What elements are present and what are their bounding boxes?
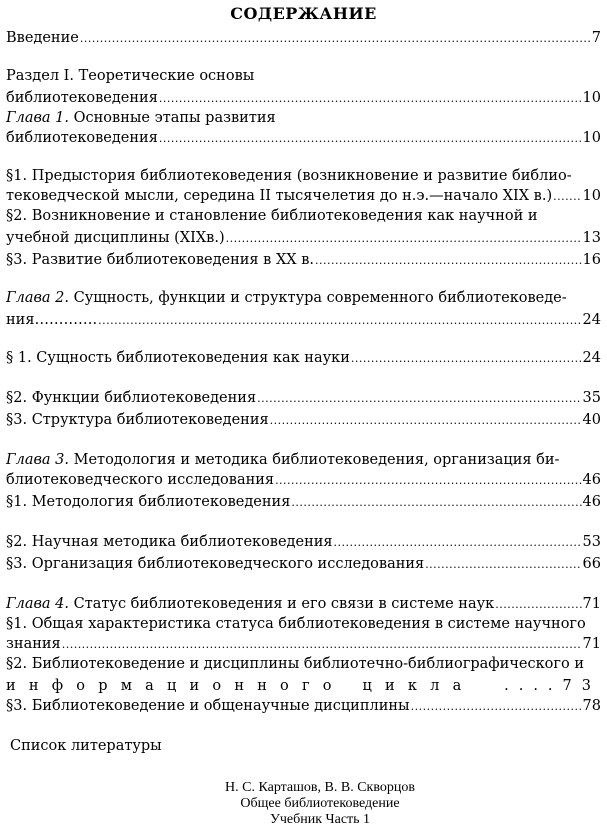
toc-entry bbox=[6, 228, 601, 248]
dot-leader bbox=[159, 129, 582, 149]
toc-entry-text bbox=[6, 228, 225, 248]
toc-entry bbox=[6, 634, 601, 654]
toc-entry bbox=[6, 532, 601, 552]
toc-entry-text bbox=[6, 492, 290, 512]
toc-entry-title: §3. Библиотековедение и общенаучные дисциплины bbox=[6, 698, 410, 714]
toc-entry bbox=[6, 206, 601, 226]
toc-entry-text bbox=[6, 676, 474, 696]
dot-leader bbox=[411, 697, 582, 717]
toc-entry-title: тековедческой мысли, середина II тысячелетия до н.э.—начало XIX в.) bbox=[6, 188, 553, 204]
toc-entry bbox=[6, 594, 601, 614]
toc-entry-title: §1. Методология библиотековедения bbox=[6, 494, 291, 510]
toc-entry-title: §3. Развитие библиотековедения в XX в. bbox=[6, 252, 314, 268]
toc-entry-text bbox=[6, 450, 559, 470]
toc-entry-text bbox=[6, 470, 274, 490]
toc-page-number: 10 bbox=[582, 130, 601, 146]
toc-page-number: 46 bbox=[582, 472, 601, 488]
toc-entry-text bbox=[6, 614, 586, 634]
toc-entry-title: библиотековедения bbox=[6, 90, 158, 106]
dot-leader bbox=[62, 635, 582, 655]
dot-leader bbox=[226, 229, 582, 249]
dot-leader bbox=[159, 89, 582, 109]
toc-entry-title: §2. Библиотековедение и дисциплины библиотечно-библиографического и bbox=[6, 656, 585, 672]
imprint-book-title: Общее библиотековедение bbox=[240, 796, 400, 811]
toc-entry bbox=[6, 250, 601, 270]
toc-entry-title: Основные этапы развития bbox=[69, 110, 276, 126]
chapter-label: Глава 1. bbox=[6, 110, 70, 126]
toc-entry bbox=[6, 108, 601, 128]
toc-entry bbox=[6, 288, 601, 308]
toc-entry bbox=[6, 470, 601, 490]
toc-entry-title: библиотековедения bbox=[6, 130, 158, 146]
toc-entry bbox=[6, 654, 601, 674]
page-title: СОДЕРЖАНИЕ bbox=[230, 4, 377, 23]
toc-page-number: 78 bbox=[582, 698, 601, 714]
toc-entry-text bbox=[6, 654, 584, 674]
toc-entry-title: § 1. Сущность библиотековедения как науки bbox=[6, 350, 350, 366]
dot-leader bbox=[257, 389, 581, 409]
bibliography-heading: Список литературы bbox=[10, 738, 162, 754]
dot-leader bbox=[495, 595, 581, 615]
toc-entry bbox=[6, 28, 601, 48]
dot-leader bbox=[98, 311, 581, 331]
toc-entry bbox=[6, 348, 601, 368]
imprint-subtitle: Учебник Часть 1 bbox=[269, 812, 371, 827]
toc-entry-title: §1. Общая характеристика статуса библиотековедения в системе научного bbox=[6, 616, 586, 632]
toc-page-number: ....73 bbox=[504, 678, 601, 694]
toc-entry-title: Сущность, функции и структура современного библиотековеде- bbox=[69, 290, 567, 306]
toc-entry-text bbox=[6, 310, 97, 330]
chapter-label: Глава 3. bbox=[6, 452, 70, 468]
toc-entry-text bbox=[6, 554, 424, 574]
toc-entry-title: §2. Научная методика библиотековедения bbox=[6, 534, 333, 550]
toc-entry-text bbox=[6, 388, 256, 408]
toc-entry-text bbox=[6, 206, 538, 226]
dot-leader bbox=[425, 555, 581, 575]
dot-leader bbox=[315, 251, 582, 271]
toc-entry-title: §3. Структура библиотековедения bbox=[6, 412, 269, 428]
toc-entry bbox=[6, 614, 601, 634]
toc-entry-text bbox=[6, 250, 314, 270]
toc-page-number: 40 bbox=[582, 412, 601, 428]
dot-leader bbox=[270, 411, 582, 431]
toc-entry-title: ния…………. bbox=[6, 312, 98, 328]
toc-entry bbox=[6, 676, 601, 696]
toc-page-number: 7 bbox=[591, 30, 601, 46]
toc-entry-text bbox=[6, 594, 494, 614]
toc-entry bbox=[6, 450, 601, 470]
toc-page-number: 66 bbox=[582, 556, 601, 572]
toc-entry bbox=[6, 388, 601, 408]
toc-entry-title: §2. Функции библиотековедения bbox=[6, 390, 257, 406]
dot-leader bbox=[334, 533, 582, 553]
chapter-label: Глава 2. bbox=[6, 290, 70, 306]
imprint-authors: Н. С. Карташов, В. В. Скворцов bbox=[225, 780, 415, 795]
toc-page-number: 16 bbox=[582, 252, 601, 268]
toc-entry-title: информационного цикла bbox=[6, 678, 475, 694]
dot-leader bbox=[553, 187, 581, 207]
toc-entry bbox=[6, 128, 601, 148]
toc-entry-text bbox=[6, 66, 254, 86]
toc-entry-text bbox=[6, 288, 567, 308]
toc-entry bbox=[6, 554, 601, 574]
dot-leader bbox=[275, 471, 581, 491]
toc-entry-title: знания bbox=[6, 636, 61, 652]
toc-entry bbox=[6, 492, 601, 512]
toc-entry-text bbox=[6, 348, 350, 368]
toc-entry-text bbox=[6, 28, 79, 48]
toc-page-number: 71 bbox=[582, 596, 601, 612]
toc-entry-text bbox=[6, 88, 158, 108]
toc-entry-text bbox=[6, 166, 572, 186]
toc-entry bbox=[6, 66, 601, 86]
toc-page-number: 13 bbox=[582, 230, 601, 246]
toc-entry bbox=[6, 696, 601, 716]
dot-leader bbox=[351, 349, 582, 369]
toc-entry-title: блиотековедческого исследования bbox=[6, 472, 275, 488]
toc-entry-title: Статус библиотековедения и его связи в системе наук bbox=[69, 596, 495, 612]
toc-page-number: 10 bbox=[582, 90, 601, 106]
toc-entry-title: §2. Возникновение и становление библиотековедения как научной и bbox=[6, 208, 538, 224]
toc-entry-text bbox=[6, 186, 552, 206]
toc-page-number: 46 bbox=[582, 494, 601, 510]
toc-page-number: 24 bbox=[582, 350, 601, 366]
toc-entry-text bbox=[6, 128, 158, 148]
toc-page-number: 35 bbox=[582, 390, 601, 406]
dot-leader bbox=[291, 493, 581, 513]
toc-entry-title: учебной дисциплины (XIXв.) bbox=[6, 230, 225, 246]
toc-entry bbox=[6, 310, 601, 330]
dot-leader bbox=[80, 29, 591, 49]
toc-entry-title: Раздел I. Теоретические основы bbox=[6, 68, 255, 84]
toc-entry bbox=[6, 88, 601, 108]
toc-page-number: 53 bbox=[582, 534, 601, 550]
toc-entry bbox=[6, 166, 601, 186]
toc-entry-title: §1. Предыстория библиотековедения (возникновение и развитие библио- bbox=[6, 168, 572, 184]
toc-entry-text bbox=[6, 532, 333, 552]
toc-entry-text bbox=[6, 108, 276, 128]
toc-page-number: 71 bbox=[582, 636, 601, 652]
chapter-label: Глава 4. bbox=[6, 596, 70, 612]
toc-entry bbox=[6, 186, 601, 206]
toc-entry-title: Введение bbox=[6, 30, 79, 46]
toc-page-number: 10 bbox=[582, 188, 601, 204]
toc-page-number: 24 bbox=[582, 312, 601, 328]
toc-entry bbox=[6, 410, 601, 430]
toc-entry-text bbox=[6, 696, 410, 716]
toc-entry-title: Методология и методика библиотековедения, организация би- bbox=[69, 452, 560, 468]
toc-entry-text bbox=[6, 410, 269, 430]
toc-entry-title: §3. Организация библиотековедческого исследования bbox=[6, 556, 425, 572]
toc-entry-text bbox=[6, 634, 61, 654]
